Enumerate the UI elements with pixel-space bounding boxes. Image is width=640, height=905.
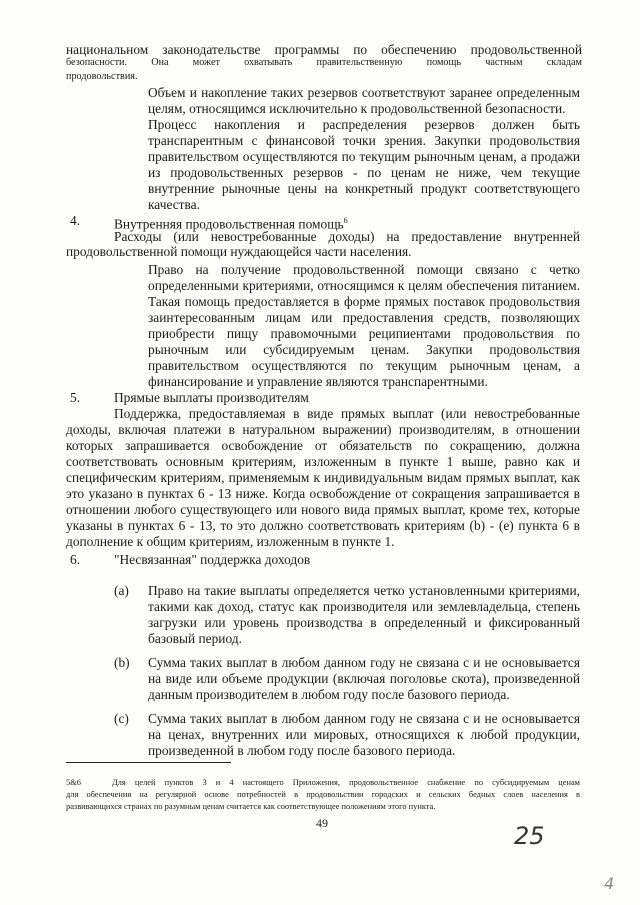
section-heading: Внутренняя продовольственная помощь$^6$ bbox=[114, 216, 348, 232]
item-label-a: (a) bbox=[114, 583, 129, 598]
reserves-line: правительством осуществляются по текущим рыночным ценам, а продажи bbox=[148, 149, 580, 164]
s4-block-line: определенными критериями, относящимся к целям обеспечения питанием. bbox=[148, 278, 580, 293]
s5-line: указаны в пунктах 6 - 13, то это должно соответствовать критериям (b) - (e) пункта 6 в bbox=[66, 518, 580, 533]
intro-line: продовольствия. bbox=[66, 71, 138, 82]
page-number: 49 bbox=[316, 816, 328, 830]
item-b-line: Сумма таких выплат в любом данном году не связана с и не основывается bbox=[148, 655, 580, 670]
reserves-line: качества. bbox=[148, 197, 200, 212]
s4-line: продовольственной помощи нуждающейся части населения. bbox=[66, 244, 412, 259]
section-number: 4. bbox=[70, 213, 81, 228]
s4-block-line: финансирование и управление являются транспарентными. bbox=[148, 374, 488, 389]
section-number: 5. bbox=[70, 390, 81, 405]
reserves-line: из продовольственных резервов - по ценам не ниже, чем текущие bbox=[148, 165, 580, 180]
item-label-c: (c) bbox=[114, 711, 129, 726]
footnote-mark: 5&6 bbox=[66, 778, 81, 787]
s5-line: это указано в пунктах 6 - 13 ниже. Когда освобождение от сокращения запрашивается в bbox=[66, 486, 580, 501]
s4-block-line: правительством осуществляются по текущим рыночным ценам, а bbox=[148, 358, 580, 373]
footnote-line: развивающихся странах по разумным ценам считается как соответствующее положениям этого пункта. bbox=[66, 802, 436, 811]
s4-block-line: Такая помощь предоставляется в форме прямых поставок продовольствия bbox=[148, 294, 580, 309]
reserves-line: целям, относящимся исключительно к продовольственной безопасности. bbox=[148, 101, 566, 116]
s5-line: дополнение к общим критериям, изложенным в пункте 1. bbox=[66, 534, 395, 549]
s5-line: которых запрашивается освобождение от обязательств по сокращению, должна bbox=[66, 438, 580, 453]
item-a-line: базовый период. bbox=[148, 631, 242, 646]
footnote-ref: 6 bbox=[343, 216, 348, 225]
intro-line: безопасности. Она может охватывать правительственную помощь частным складам bbox=[66, 57, 582, 68]
s4-block-line: рыночным или субсидируемым ценам. Закупки продовольствия bbox=[148, 342, 580, 357]
item-b-line: на виде или объеме продукции (включая поголовье скота), произведенной bbox=[148, 671, 580, 686]
footnote-line: Для целей пунктов 3 и 4 настоящего Приложения, продовольственное снабжение по субсидируемым ценам bbox=[112, 778, 580, 787]
handwritten-number: 25 bbox=[514, 822, 545, 850]
item-c-line: произведенной в любом году после базового периода. bbox=[148, 743, 456, 758]
item-label-b: (b) bbox=[114, 655, 130, 670]
reserves-line: внутренние рыночные цены на конкретный продукт соответствующего bbox=[148, 181, 580, 196]
s5-line: Поддержка, предоставляемая в виде прямых выплат (или невостребованные bbox=[114, 406, 580, 421]
item-a-line: такими как доход, статус как производителя или землевладельца, степень bbox=[148, 599, 580, 614]
s4-block-line: Право на получение продовольственной помощи связано с четко bbox=[148, 262, 580, 277]
reserves-line: транспарентным с финансовой точки зрения. Закупки продовольствия bbox=[148, 133, 580, 148]
item-b-line: данным производителем в любом году после базового периода. bbox=[148, 687, 510, 702]
s5-line: соответствовать основным критериям, изложенным в пункте 1 выше, равно как и bbox=[66, 454, 580, 469]
reserves-line: Объем и накопление таких резервов соответствуют заранее определенным bbox=[148, 85, 580, 100]
reserves-line: Процесс накопления и распределения резервов должен быть bbox=[148, 117, 580, 132]
section-heading: "Несвязанная" поддержка доходов bbox=[114, 552, 311, 567]
section-heading: Прямые выплаты производителям bbox=[114, 390, 309, 405]
footnote-rule bbox=[66, 762, 231, 763]
footnote-line: для обеспечения на регулярной основе потребностей в продовольствии городских и сельских бедных слоев населения в bbox=[66, 790, 580, 799]
s4-block-line: заинтересованным лицам или предоставления средств, позволяющих bbox=[148, 310, 580, 325]
s5-line: отношении любого существующего или нового вида прямых выплат, кроме тех, которые bbox=[66, 502, 580, 517]
s5-line: специфическим критериям, применяемым к индивидуальным видам прямых выплат, как bbox=[66, 470, 580, 485]
handwritten-corner-mark: 4 bbox=[604, 874, 615, 893]
s5-line: доходы, включая платежи в натуральном выражении) производителям, в отношении bbox=[66, 422, 580, 437]
section-number: 6. bbox=[70, 552, 81, 567]
item-a-line: Право на такие выплаты определяется четко установленными критериями, bbox=[148, 583, 580, 598]
s4-block-line: приобрести пищу правомочными реципиентами продовольствия по bbox=[148, 326, 580, 341]
item-a-line: загрузки или уровень производства в определенный и фиксированный bbox=[148, 615, 580, 630]
intro-line: национальном законодательстве программы по обеспечению продовольственной bbox=[66, 42, 582, 57]
item-c-line: Сумма таких выплат в любом данном году не связана с и не основывается bbox=[148, 711, 580, 726]
item-c-line: на ценах, внутренних или мировых, относящихся к любой продукции, bbox=[148, 727, 580, 742]
s4-line: Расходы (или невостребованные доходы) на предоставление внутренней bbox=[114, 229, 580, 244]
